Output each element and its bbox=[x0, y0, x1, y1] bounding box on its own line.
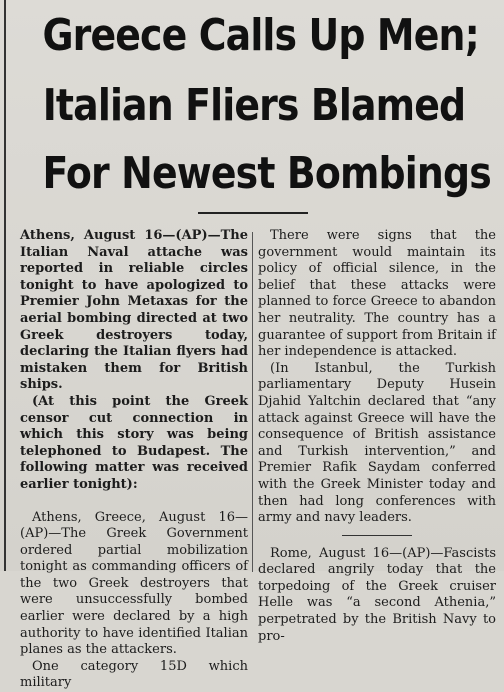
headline-line-3: For Newest Bombings bbox=[42, 148, 491, 199]
section-divider bbox=[342, 535, 412, 536]
headline-line-2: Italian Fliers Blamed bbox=[42, 80, 466, 131]
dispatch-rome: Rome, August 16—(AP)—Fascists declared angrily today that the torpedoing of the Greek cruiser Helle was “a second Athenia,” perpetrated by the British Navy to pro- bbox=[258, 545, 496, 644]
dispatch-apology: Athens, August 16—(AP)—The Italian Naval attache was reported in reliable circles tonight to have apologized to Premier John Metaxas for the aerial bombing directed at two Greek destroyers today, declaring the Italian flyers had mistaken them for British ships. bbox=[20, 228, 248, 393]
censor-note: (At this point the Greek censor cut connection in which this story was being telephoned to Budapest. The following matter was received earlier tonight): bbox=[20, 393, 248, 492]
headline-divider bbox=[198, 212, 308, 214]
headline-line-1: Greece Calls Up Men; bbox=[42, 10, 479, 61]
article-right-column bbox=[258, 228, 496, 645]
left-margin-rule bbox=[4, 0, 6, 571]
paragraph-neutrality: There were signs that the government would maintain its policy of official silence, in the belief that these attacks were planned to force Greece to abandon her neutrality. The country has a guarantee of support from Britain if her independence is attacked. bbox=[258, 228, 496, 360]
column-rule bbox=[252, 232, 253, 572]
article-left-column bbox=[20, 228, 248, 692]
dispatch-mobilization: Athens, Greece, August 16—(AP)—The Greek Government ordered partial mobilization tonight as commanding officers of the two Greek destroyers that were unsuccessfully bombed earlier were declared by a high authority to have identified Italian planes as the attackers. bbox=[20, 509, 248, 658]
dispatch-continuation: One category 15D which military bbox=[20, 658, 248, 691]
paragraph-istanbul: (In Istanbul, the Turkish parliamentary Deputy Husein Djahid Yaltchin declared that “any attack against Greece will have the consequence of British assistance and Turkish intervention,” and Premier Rafik Saydam conferred with the Greek Minister today and then had long conferences with army and navy leaders. bbox=[258, 360, 496, 526]
